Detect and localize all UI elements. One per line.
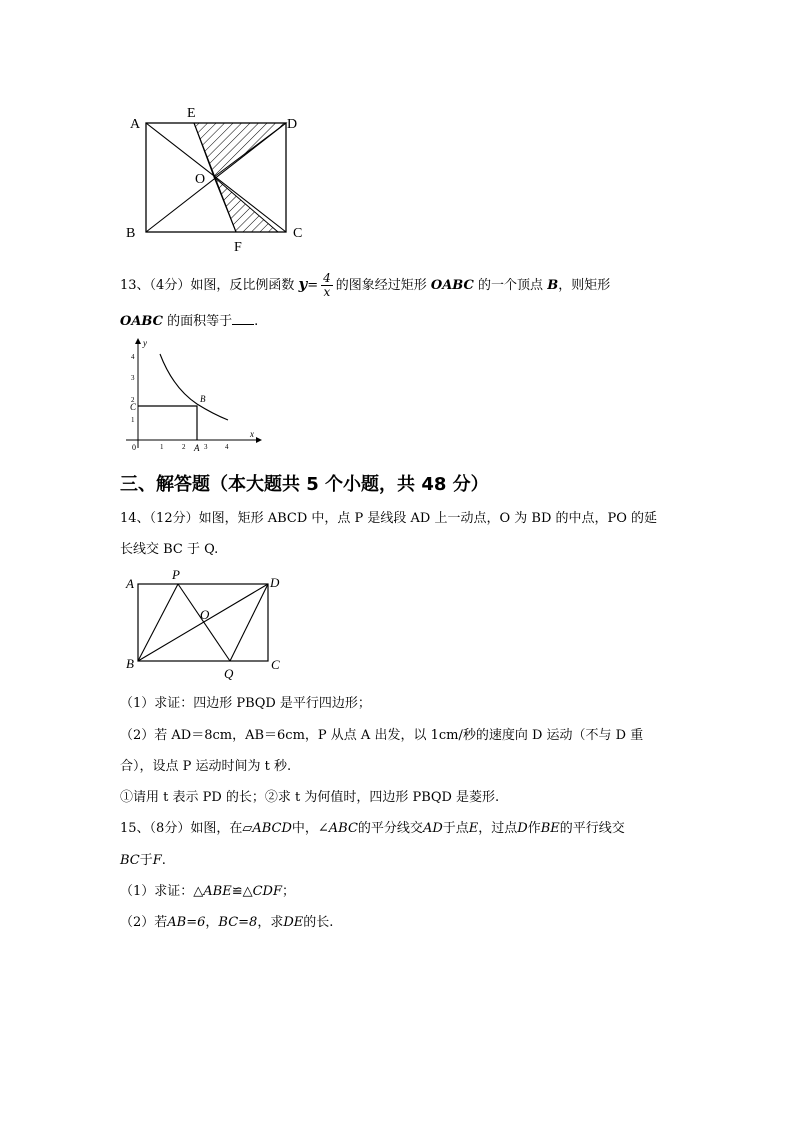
figure-q13-graph bbox=[118, 336, 268, 456]
label-F: F bbox=[234, 240, 242, 255]
q15-part1-prefix: （1）求证：△ bbox=[120, 884, 204, 899]
label-O: O bbox=[195, 172, 206, 187]
label-P: P bbox=[172, 567, 180, 582]
y-axis-label: y bbox=[143, 338, 147, 348]
shaded-triangle-bottom bbox=[214, 177, 278, 232]
label-Q: Q bbox=[224, 666, 234, 681]
q14-part2a: （2）若 AD＝8cm，AB＝6cm，P 从点 A 出发，以 1cm/秒的速度向 D 运动（不与 D 重 bbox=[120, 728, 644, 743]
q14-line2: 长线交 BC 于 Q. bbox=[120, 542, 219, 557]
q15-text-f: 作 bbox=[527, 821, 541, 836]
q14-part1: （1）求证：四边形 PBQD 是平行四边形； bbox=[120, 696, 371, 711]
q14-part2b: 合），设点 P 运动时间为 t 秒. bbox=[120, 759, 292, 774]
q13-after-frac: 的图象经过矩形 bbox=[335, 278, 427, 293]
q15-be: BE bbox=[540, 821, 560, 836]
q15-abc: ABC bbox=[328, 821, 358, 836]
q13-area-text: 的面积等于 bbox=[167, 314, 233, 329]
q15-cdf: CDF bbox=[252, 884, 282, 899]
x-tick-4: 4 bbox=[225, 443, 229, 451]
label-B: B bbox=[126, 656, 134, 671]
q14-part2c: ①请用 t 表示 PD 的长；②求 t 为何值时，四边形 PBQD 是菱形. bbox=[120, 790, 500, 805]
label-A: A bbox=[130, 117, 141, 132]
q13-line1 bbox=[120, 272, 610, 299]
label-A: A bbox=[194, 443, 200, 453]
q15-de: DE bbox=[283, 915, 304, 930]
q13-b: B bbox=[547, 278, 559, 293]
q13-equals: = bbox=[307, 278, 319, 293]
section-heading: 三、解答题（本大题共 5 个小题，共 48 分） bbox=[120, 474, 489, 495]
x-tick-2: 2 bbox=[182, 443, 186, 451]
q13-line2 bbox=[120, 312, 258, 331]
q15-ad: AD bbox=[422, 821, 443, 836]
q13-oabc2: OABC bbox=[120, 314, 163, 329]
y-tick-3: 3 bbox=[131, 374, 135, 382]
q15-text-g: 的平行线交 bbox=[559, 821, 625, 836]
label-B: B bbox=[200, 394, 206, 404]
q15-part2-end: 的长. bbox=[303, 915, 334, 930]
q13-fraction bbox=[321, 272, 333, 299]
label-A: A bbox=[126, 576, 134, 591]
q15-text-e: ，过点 bbox=[478, 821, 518, 836]
q13-rect-text: ，则矩形 bbox=[558, 278, 611, 293]
q15-text-h: 于 bbox=[139, 853, 153, 868]
q15-f: F bbox=[152, 853, 162, 868]
q13-oabc1: OABC bbox=[430, 278, 474, 293]
q15-line2 bbox=[120, 852, 166, 870]
q15-prefix: 15、（8分）如图，在▱ bbox=[120, 821, 253, 836]
q15-part1 bbox=[120, 883, 295, 901]
q15-bc8: BC=8 bbox=[218, 915, 258, 930]
y-tick-1: 1 bbox=[131, 416, 135, 424]
q15-abe: ABE bbox=[203, 884, 232, 899]
q15-e: E bbox=[468, 821, 479, 836]
q15-part2-comma: ， bbox=[205, 915, 219, 930]
q15-cong: ≌△ bbox=[231, 884, 253, 899]
y-tick-4: 4 bbox=[131, 353, 135, 361]
x-axis-label: x bbox=[250, 429, 254, 439]
label-O: O bbox=[200, 607, 210, 622]
label-D: D bbox=[287, 117, 298, 132]
q13-y: y bbox=[298, 275, 308, 293]
q15-part2-ask: ，求 bbox=[257, 915, 284, 930]
q13-vertex-text: 的一个顶点 bbox=[478, 278, 544, 293]
shaded-triangle-top bbox=[194, 123, 286, 177]
q15-text-i: . bbox=[161, 853, 166, 868]
q15-text-c: 的平分线交 bbox=[357, 821, 423, 836]
q15-part2 bbox=[120, 914, 333, 932]
q15-text-d: 于点 bbox=[442, 821, 469, 836]
y-axis-arrow bbox=[135, 338, 141, 344]
q13-frac-den: x bbox=[323, 285, 331, 299]
label-E: E bbox=[187, 106, 196, 121]
q13-end: . bbox=[254, 314, 259, 329]
hyperbola-curve bbox=[160, 354, 228, 420]
x-axis-arrow bbox=[256, 437, 262, 443]
figure-q14 bbox=[118, 566, 298, 682]
q14-line1: 14、（12分）如图，矩形 ABCD 中，点 P 是线段 AD 上一动点，O 为 BD 的中点，PO 的延 bbox=[120, 511, 658, 526]
q15-abcd: ABCD bbox=[252, 821, 292, 836]
q15-line1 bbox=[120, 820, 625, 838]
segment-pq bbox=[178, 584, 230, 661]
q15-part1-end: ； bbox=[282, 884, 296, 899]
x-tick-3: 3 bbox=[204, 443, 208, 451]
answer-blank bbox=[232, 312, 254, 325]
rectangle-oabc bbox=[138, 406, 197, 440]
q15-part2-prefix: （2）若 bbox=[120, 915, 168, 930]
origin-label: 0 bbox=[132, 443, 136, 452]
q15-d: D bbox=[517, 821, 528, 836]
label-D: D bbox=[270, 575, 280, 590]
label-C: C bbox=[271, 657, 280, 672]
q15-text-b: 中，∠ bbox=[291, 821, 329, 836]
q15-bc: BC bbox=[120, 853, 140, 868]
label-B: B bbox=[126, 226, 136, 241]
q15-ab6: AB=6 bbox=[167, 915, 206, 930]
label-C: C bbox=[130, 402, 137, 412]
figure-q12 bbox=[120, 100, 320, 260]
q13-number: 13、（4分）如图，反比例函数 bbox=[120, 278, 295, 293]
q13-frac-num: 4 bbox=[323, 271, 331, 285]
label-C: C bbox=[293, 226, 303, 241]
x-tick-1: 1 bbox=[160, 443, 164, 451]
y-tick-2: 2 bbox=[131, 396, 135, 404]
